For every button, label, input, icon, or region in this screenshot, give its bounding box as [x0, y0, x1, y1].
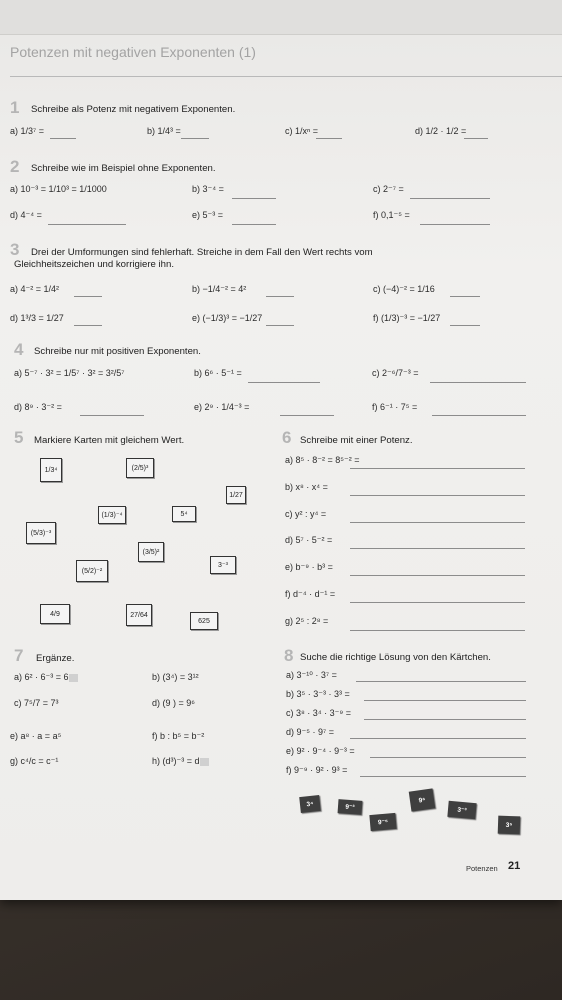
- ex4-answer-d[interactable]: [80, 415, 144, 416]
- ex6-item-e: e) b⁻⁹ · b³ =: [285, 562, 333, 572]
- ex7-item-d: d) (9 ) = 9⁶: [152, 698, 195, 708]
- ex1-answer-c[interactable]: [316, 138, 342, 139]
- ex3-item-c: c) (−4)⁻² = 1/16: [373, 284, 435, 294]
- exercise-7-number: 7: [14, 646, 24, 665]
- value-card[interactable]: 3⁻³: [210, 556, 236, 574]
- value-card[interactable]: (3/5)²: [138, 542, 164, 562]
- ex8-answer-e[interactable]: [370, 757, 526, 758]
- ex2-item-c: c) 2⁻⁷ =: [373, 184, 404, 194]
- ex2-item-f: f) 0,1⁻⁵ =: [373, 210, 410, 220]
- ex2-answer-e[interactable]: [232, 224, 276, 225]
- solution-card[interactable]: 9⁶: [409, 788, 436, 811]
- value-card[interactable]: 5⁴: [172, 506, 196, 522]
- ex7-gap-h[interactable]: [200, 758, 209, 766]
- ex8-item-d: d) 9⁻⁵ · 9⁷ =: [286, 727, 335, 737]
- exercise-3-number: 3: [10, 240, 20, 259]
- exercise-4-instruction: Schreibe nur mit positiven Exponenten.: [34, 346, 201, 357]
- ex7-item-h-text: h) (d³)⁻³ = d: [152, 756, 200, 766]
- ex4-item-a: a) 5⁻⁷ · 3² = 1/5⁷ · 3² = 3²/5⁷: [14, 368, 125, 378]
- ex6-answer-d[interactable]: [350, 548, 525, 549]
- exercise-2-number: 2: [10, 157, 20, 176]
- exercise-6-instruction: Schreibe mit einer Potenz.: [300, 435, 413, 446]
- ex6-item-a: a) 8⁵ · 8⁻² = 8⁵⁻² =: [285, 455, 360, 465]
- ex3-item-b: b) −1/4⁻² = 4²: [192, 284, 247, 294]
- ex3-answer-e[interactable]: [266, 325, 294, 326]
- solution-card[interactable]: 3⁴: [299, 795, 321, 813]
- ex6-answer-e[interactable]: [350, 575, 525, 576]
- ex6-answer-c[interactable]: [350, 522, 525, 523]
- exercise-8-number: 8: [284, 646, 294, 665]
- ex8-item-c: c) 3⁸ · 3⁴ · 3⁻⁹ =: [286, 708, 352, 718]
- ex4-item-c: c) 2⁻⁶/7⁻³ =: [372, 368, 419, 378]
- ex3-answer-b[interactable]: [266, 296, 294, 297]
- ex2-answer-c[interactable]: [410, 198, 490, 199]
- ex6-item-g: g) 2⁵ : 2⁸ =: [285, 616, 329, 626]
- ex6-answer-f[interactable]: [350, 602, 525, 603]
- ex8-answer-c[interactable]: [364, 719, 526, 720]
- ex3-item-d: d) 1³/3 = 1/27: [10, 313, 64, 323]
- ex7-item-g: g) c⁴/c = c⁻¹: [10, 756, 59, 766]
- ex2-item-a: a) 10⁻³ = 1/10³ = 1/1000: [10, 184, 107, 194]
- value-card[interactable]: 27/64: [126, 604, 152, 626]
- exercise-5-instruction: Markiere Karten mit gleichem Wert.: [34, 435, 185, 446]
- value-card[interactable]: (5/3)⁻³: [26, 522, 56, 544]
- exercise-3-instruction: Drei der Umformungen sind fehlerhaft. Streiche in dem Fall den Wert rechts vom Gleichheitszeichen und korrigiere ihn.: [14, 247, 373, 270]
- ex6-item-d: d) 5⁷ · 5⁻² =: [285, 535, 333, 545]
- ex6-item-f: f) d⁻⁴ · d⁻¹ =: [285, 589, 336, 599]
- ex4-answer-e[interactable]: [280, 415, 334, 416]
- ex3-item-e: e) (−1/3)³ = −1/27: [192, 313, 263, 323]
- exercise-5-number: 5: [14, 428, 24, 447]
- ex4-item-b: b) 6⁶ · 5⁻¹ =: [194, 368, 242, 378]
- value-card[interactable]: 4/9: [40, 604, 70, 624]
- footer-section-label: Potenzen: [466, 864, 498, 873]
- ex2-answer-d[interactable]: [48, 224, 126, 225]
- value-card[interactable]: 1/3⁴: [40, 458, 62, 482]
- ex7-item-c: c) 7⁵/7 = 7³: [14, 698, 59, 708]
- ex3-answer-a[interactable]: [74, 296, 102, 297]
- ex8-item-f: f) 9⁻⁹ · 9² · 9³ =: [286, 765, 348, 775]
- ex1-item-b: b) 1/4³ =: [147, 126, 181, 136]
- ex2-answer-f[interactable]: [420, 224, 490, 225]
- ex7-gap-a[interactable]: [69, 674, 78, 682]
- ex3-item-a: a) 4⁻² = 1/4²: [10, 284, 60, 294]
- ex6-answer-a[interactable]: [350, 468, 525, 469]
- exercise-6-number: 6: [282, 428, 292, 447]
- ex6-answer-b[interactable]: [350, 495, 525, 496]
- title-rule: [10, 76, 562, 77]
- ex7-item-h: [152, 756, 209, 767]
- ex8-answer-b[interactable]: [364, 700, 526, 701]
- ex3-answer-d[interactable]: [74, 325, 102, 326]
- solution-card[interactable]: 9⁻⁵: [369, 813, 396, 831]
- ex3-answer-c[interactable]: [450, 296, 480, 297]
- ex8-item-a: a) 3⁻¹⁰ · 3⁷ =: [286, 670, 337, 680]
- value-card[interactable]: (2/5)³: [126, 458, 154, 478]
- ex8-item-e: e) 9² · 9⁻⁴ · 9⁻³ =: [286, 746, 355, 756]
- ex4-item-d: d) 8⁹ · 3⁻² =: [14, 402, 62, 412]
- ex1-item-a: a) 1/3⁷ =: [10, 126, 45, 136]
- ex8-item-b: b) 3⁵ · 3⁻³ · 3³ =: [286, 689, 350, 699]
- ex3-item-f: f) (1/3)⁻³ = −1/27: [373, 313, 441, 323]
- exercise-8-instruction: Suche die richtige Lösung von den Kärtchen.: [300, 652, 491, 663]
- ex6-item-b: b) x⁸ · x⁴ =: [285, 482, 328, 492]
- exercise-4-number: 4: [14, 340, 24, 359]
- ex6-answer-g[interactable]: [350, 630, 525, 631]
- page-number: 21: [508, 860, 521, 872]
- ex7-item-e: e) a⁸ · a = a⁵: [10, 731, 62, 741]
- solution-card[interactable]: 3⁻³: [447, 801, 476, 819]
- ex2-item-b: b) 3⁻⁴ =: [192, 184, 224, 194]
- ex1-answer-d[interactable]: [464, 138, 488, 139]
- exercise-7-instruction: Ergänze.: [36, 653, 75, 664]
- ex4-answer-f[interactable]: [432, 415, 526, 416]
- ex4-item-f: f) 6⁻¹ · 7⁵ =: [372, 402, 418, 412]
- ex2-item-d: d) 4⁻⁴ =: [10, 210, 42, 220]
- ex6-item-c: c) y² : y⁴ =: [285, 509, 327, 519]
- exercise-1-number: 1: [10, 98, 20, 117]
- ex1-answer-a[interactable]: [50, 138, 76, 139]
- ex2-answer-b[interactable]: [232, 198, 276, 199]
- ex1-item-d: d) 1/2 · 1/2 =: [415, 126, 467, 136]
- exercise-2-instruction: Schreibe wie im Beispiel ohne Exponenten.: [31, 163, 216, 174]
- previous-page-edge: [0, 0, 562, 35]
- ex4-answer-b[interactable]: [248, 382, 320, 383]
- ex7-item-f: f) b : b⁵ = b⁻²: [152, 731, 205, 741]
- ex1-answer-b[interactable]: [181, 138, 209, 139]
- ex8-answer-a[interactable]: [356, 681, 526, 682]
- ex7-item-b: b) (3⁴) = 3¹²: [152, 672, 199, 682]
- value-card[interactable]: 1/27: [226, 486, 246, 504]
- ex3-answer-f[interactable]: [450, 325, 480, 326]
- solution-card[interactable]: 9⁻³: [338, 799, 363, 815]
- ex4-answer-c[interactable]: [430, 382, 526, 383]
- solution-card[interactable]: 3⁵: [498, 816, 521, 835]
- value-card[interactable]: (5/2)⁻²: [76, 560, 108, 582]
- page-title: Potenzen mit negativen Exponenten (1): [10, 44, 256, 60]
- exercise-1-instruction: Schreibe als Potenz mit negativem Exponenten.: [31, 104, 236, 115]
- value-card[interactable]: (1/3)⁻⁴: [98, 506, 126, 524]
- ex4-item-e: e) 2⁹ · 1/4⁻³ =: [194, 402, 250, 412]
- ex2-item-e: e) 5⁻³ =: [192, 210, 224, 220]
- value-card[interactable]: 625: [190, 612, 218, 630]
- ex7-item-a-text: a) 6² · 6⁻³ = 6: [14, 672, 69, 682]
- ex8-answer-f[interactable]: [360, 776, 526, 777]
- ex1-item-c: c) 1/xⁿ =: [285, 126, 319, 136]
- ex7-item-a: [14, 672, 78, 683]
- ex8-answer-d[interactable]: [350, 738, 526, 739]
